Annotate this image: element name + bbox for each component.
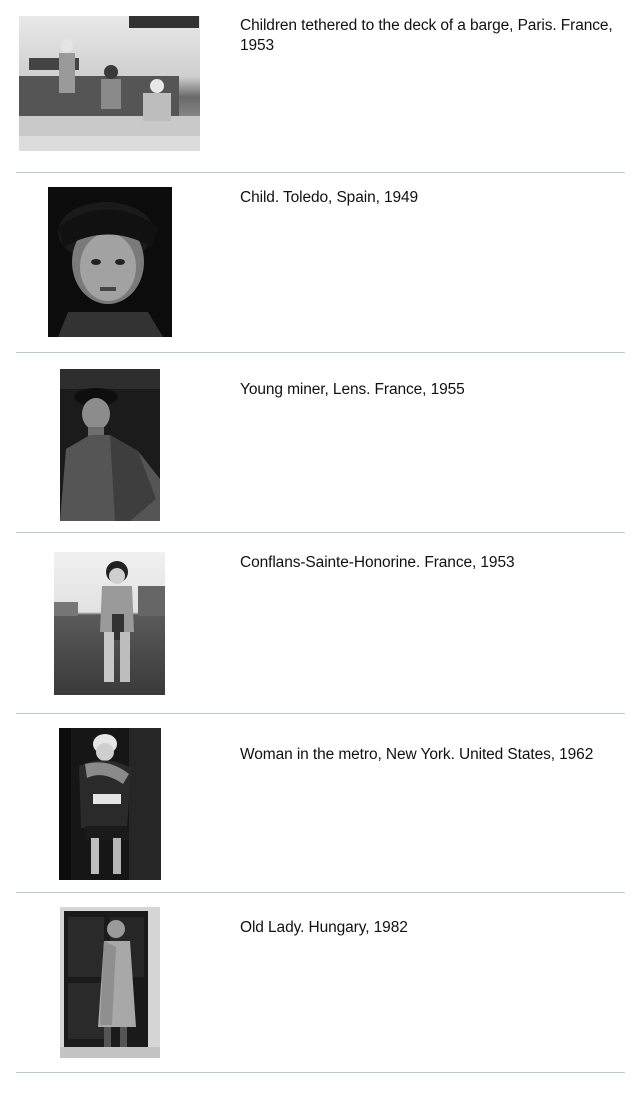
old-lady-photo[interactable] xyxy=(60,907,160,1058)
photo-caption: Old Lady. Hungary, 1982 xyxy=(240,919,408,936)
list-item xyxy=(16,0,625,173)
photo-caption: Children tethered to the deck of a barge, Paris. France, 1953 xyxy=(240,17,613,54)
list-item xyxy=(16,714,625,893)
list-item xyxy=(16,533,625,714)
photo-caption: Conflans-Sainte-Honorine. France, 1953 xyxy=(240,554,515,571)
list-item xyxy=(16,353,625,533)
barge-children-photo[interactable] xyxy=(19,16,200,151)
divider xyxy=(16,1072,625,1073)
photo-caption: Young miner, Lens. France, 1955 xyxy=(240,381,465,398)
photo-caption: Woman in the metro, New York. United States, 1962 xyxy=(240,746,594,763)
photo-caption: Child. Toledo, Spain, 1949 xyxy=(240,189,419,206)
woman-metro-photo[interactable] xyxy=(59,728,161,880)
list-item xyxy=(16,173,625,353)
boy-standing-photo[interactable] xyxy=(54,552,165,695)
young-miner-photo[interactable] xyxy=(60,369,160,521)
list-item xyxy=(16,893,625,1073)
child-portrait-photo[interactable] xyxy=(48,187,172,337)
